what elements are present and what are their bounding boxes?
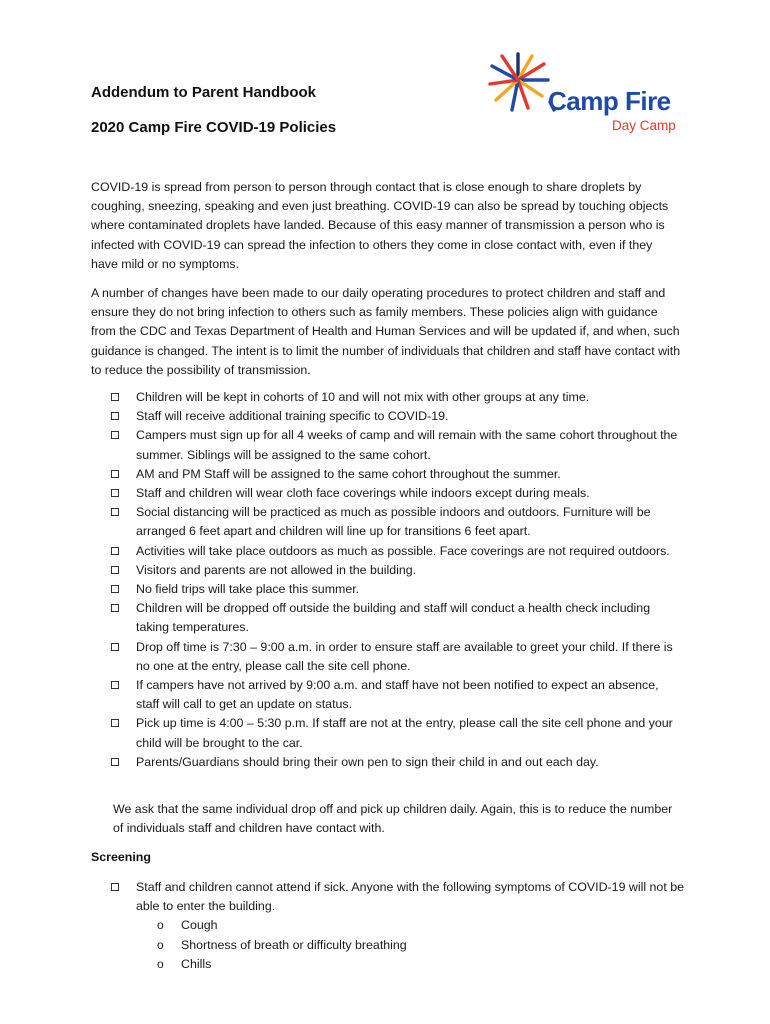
logo-subtitle: Day Camp: [612, 118, 676, 133]
checklist-item: Staff and children will wear cloth face coverings while indoors except during meals.: [110, 484, 685, 503]
intro-paragraph: COVID-19 is spread from person to person through contact that is close enough to share droplets by coughing, sneezing, speaking and even just breathing. COVID-19 can also be spread by touching objects where contaminated droplets have landed. Because of this easy manner of transmission a person who is infected with COVID-19 can spread the infection to others they come in close contact with, even if they have mild or no symptoms.: [91, 180, 669, 271]
checkbox-icon: [111, 508, 119, 516]
checkbox-icon: [111, 547, 119, 555]
screening-heading: Screening: [91, 850, 151, 864]
checklist-item: Children will be kept in cohorts of 10 and will not mix with other groups at any time.: [110, 388, 685, 407]
checkbox-icon: [111, 883, 119, 891]
checkbox-icon: [111, 470, 119, 478]
checkbox-icon: [111, 758, 119, 766]
checklist-item: Social distancing will be practiced as much as possible indoors and outdoors. Furniture will be arranged 6 feet apart and children will line up for transitions 6 feet apart.: [110, 503, 685, 541]
checklist-item: Visitors and parents are not allowed in the building.: [110, 561, 685, 580]
checkbox-icon: [111, 604, 119, 612]
logo-name: Camp Fire: [548, 86, 671, 116]
bullet-icon: o: [157, 937, 164, 952]
checklist-item: No field trips will take place this summer.: [110, 580, 685, 599]
checkbox-icon: [111, 412, 119, 420]
checkbox-icon: [111, 566, 119, 574]
checkbox-icon: [111, 489, 119, 497]
checkbox-icon: [111, 681, 119, 689]
checklist-item: Pick up time is 4:00 – 5:30 p.m. If staff are not at the entry, please call the site cell phone and your child will be brought to the car.: [110, 714, 685, 752]
checklist-item: Activities will take place outdoors as much as possible. Face coverings are not required outdoors.: [110, 542, 685, 561]
changes-paragraph: A number of changes have been made to our daily operating procedures to protect children and staff and ensure they do not bring infection to others such as family members. These policies align with guidance from the CDC and Texas Department of Health and Human Services and will be updated if, and when, such guidance is changed. The intent is to limit the number of individuals that children and staff have contact with to reduce the possibility of transmission.: [91, 286, 681, 377]
checkbox-icon: [111, 719, 119, 727]
symptom-list: [136, 916, 685, 974]
checklist-item: Drop off time is 7:30 – 9:00 a.m. in order to ensure staff are available to greet your child. If there is no one at the entry, please call the site cell phone.: [110, 638, 685, 676]
checklist-item: Children will be dropped off outside the building and staff will conduct a health check including taking temperatures.: [110, 599, 685, 637]
same-individual-paragraph: We ask that the same individual drop off and pick up children daily. Again, this is to reduce the number of individuals staff and children have contact with.: [113, 802, 673, 836]
document-subtitle: 2020 Camp Fire COVID-19 Policies: [91, 119, 337, 136]
checkbox-icon: [111, 585, 119, 593]
symptom-item: o Chills: [136, 955, 685, 974]
bullet-icon: o: [157, 956, 164, 971]
checklist-item: Staff will receive additional training specific to COVID-19.: [110, 407, 685, 426]
checkbox-icon: [111, 643, 119, 651]
screening-item: Staff and children cannot attend if sick. Anyone with the following symptoms of COVID-19 will not be able to enter the building. o Cough o Shortness of breath or difficulty breathing o Chills: [110, 878, 685, 974]
checklist-item: AM and PM Staff will be assigned to the same cohort throughout the summer.: [110, 465, 685, 484]
symptom-item: o Shortness of breath or difficulty breathing: [136, 936, 685, 955]
checklist-item: Campers must sign up for all 4 weeks of camp and will remain with the same cohort throughout the summer. Siblings will be assigned to the same cohort.: [110, 426, 685, 464]
checklist-item: If campers have not arrived by 9:00 a.m. and staff have not been notified to expect an absence, staff will call to get an update on status.: [110, 676, 685, 714]
symptom-item: o Cough: [136, 916, 685, 935]
document-title: Addendum to Parent Handbook: [91, 84, 316, 101]
checkbox-icon: [111, 393, 119, 401]
checkbox-icon: [111, 431, 119, 439]
policy-checklist: [110, 388, 685, 772]
checklist-item: Parents/Guardians should bring their own pen to sign their child in and out each day.: [110, 753, 685, 772]
bullet-icon: o: [157, 918, 164, 933]
screening-list: [110, 878, 685, 974]
